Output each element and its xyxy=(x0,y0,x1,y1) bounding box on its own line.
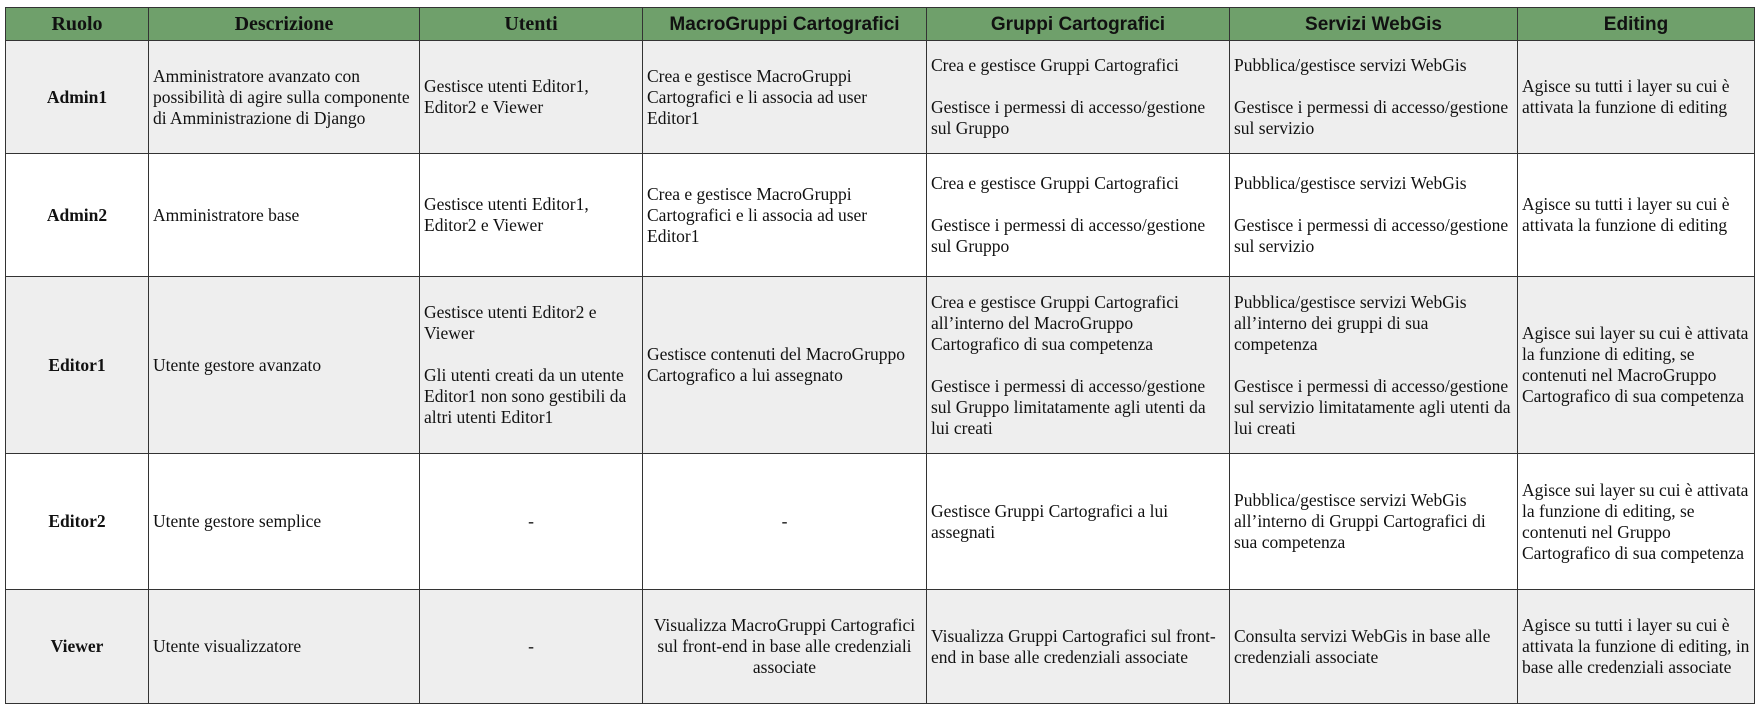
cell-ruolo: Editor1 xyxy=(6,277,149,454)
cell-text: - xyxy=(528,511,534,531)
cell-gruppi xyxy=(927,154,1230,277)
table-row xyxy=(6,41,1755,154)
cell-servizi xyxy=(1230,154,1518,277)
header-ruolo: Ruolo xyxy=(6,8,149,41)
cell-gruppi xyxy=(927,277,1230,454)
cell-servizi xyxy=(1230,277,1518,454)
cell-text: Gestisce i permessi di accesso/gestione sul Gruppo limitatamente agli utenti da lui creati xyxy=(931,375,1206,438)
cell-text: Gestisce i permessi di accesso/gestione sul servizio xyxy=(1234,97,1509,138)
cell-editing: Agisce sui layer su cui è attivata la funzione di editing, se contenuti nel Gruppo Cartografico di sua competenza xyxy=(1518,454,1755,590)
cell-text: Gestisce utenti Editor1, Editor2 e Viewer xyxy=(424,194,589,235)
table-row xyxy=(6,454,1755,590)
cell-editing: Agisce su tutti i layer su cui è attivata la funzione di editing xyxy=(1518,41,1755,154)
cell-text: Gestisce utenti Editor1, Editor2 e Viewer xyxy=(424,76,589,117)
cell-servizi xyxy=(1230,454,1518,590)
cell-text: Crea e gestisce Gruppi Cartografici xyxy=(931,55,1179,75)
cell-text: Gestisce i permessi di accesso/gestione sul Gruppo xyxy=(931,215,1206,256)
cell-text: Gestisce i permessi di accesso/gestione sul Gruppo xyxy=(931,97,1206,138)
cell-servizi xyxy=(1230,41,1518,154)
cell-descrizione: Amministratore base xyxy=(149,154,420,277)
header-gruppi: Gruppi Cartografici xyxy=(927,8,1230,41)
cell-text: Pubblica/gestisce servizi WebGis all’interno di Gruppi Cartografici di sua competenza xyxy=(1234,490,1486,552)
cell-editing: Agisce sui layer su cui è attivata la funzione di editing, se contenuti nel MacroGruppo Cartografico di sua competenza xyxy=(1518,277,1755,454)
header-servizi: Servizi WebGis xyxy=(1230,8,1518,41)
cell-text: Pubblica/gestisce servizi WebGis xyxy=(1234,173,1467,193)
cell-editing: Agisce su tutti i layer su cui è attivata la funzione di editing, in base alle credenziali associate xyxy=(1518,590,1755,704)
cell-gruppi xyxy=(927,41,1230,154)
cell-macrogruppi: Crea e gestisce MacroGruppi Cartografici e li associa ad user Editor1 xyxy=(643,41,927,154)
cell-text: Crea e gestisce Gruppi Cartografici xyxy=(931,173,1179,193)
cell-ruolo: Editor2 xyxy=(6,454,149,590)
cell-macrogruppi: Visualizza MacroGruppi Cartografici sul front-end in base alle credenziali associate xyxy=(643,590,927,704)
cell-descrizione: Utente visualizzatore xyxy=(149,590,420,704)
cell-utenti xyxy=(420,41,643,154)
table-row xyxy=(6,154,1755,277)
cell-descrizione: Amministratore avanzato con possibilità di agire sulla componente di Amministrazione di Django xyxy=(149,41,420,154)
cell-utenti xyxy=(420,277,643,454)
cell-text: Gli utenti creati da un utente Editor1 non sono gestibili da altri utenti Editor1 xyxy=(424,365,627,427)
header-row xyxy=(6,8,1755,41)
cell-editing: Agisce su tutti i layer su cui è attivata la funzione di editing xyxy=(1518,154,1755,277)
roles-permissions-table xyxy=(5,7,1755,704)
cell-text: Consulta servizi WebGis in base alle credenziali associate xyxy=(1234,625,1491,667)
cell-text: Crea e gestisce Gruppi Cartografici all’interno del MacroGruppo Cartografico di sua competenza xyxy=(931,291,1179,354)
cell-ruolo: Admin2 xyxy=(6,154,149,277)
cell-macrogruppi: Gestisce contenuti del MacroGruppo Cartografico a lui assegnato xyxy=(643,277,927,454)
cell-text: Gestisce i permessi di accesso/gestione sul servizio limitatamente agli utenti da lui creati xyxy=(1234,375,1511,438)
cell-servizi xyxy=(1230,590,1518,704)
cell-utenti xyxy=(420,590,643,704)
cell-descrizione: Utente gestore avanzato xyxy=(149,277,420,454)
cell-text: Gestisce Gruppi Cartografici a lui assegnati xyxy=(931,500,1169,542)
cell-macrogruppi: - xyxy=(643,454,927,590)
cell-gruppi xyxy=(927,590,1230,704)
header-editing: Editing xyxy=(1518,8,1755,41)
cell-utenti xyxy=(420,154,643,277)
cell-text: Pubblica/gestisce servizi WebGis all’interno dei gruppi di sua competenza xyxy=(1234,291,1467,354)
cell-ruolo: Admin1 xyxy=(6,41,149,154)
cell-utenti xyxy=(420,454,643,590)
cell-macrogruppi: Crea e gestisce MacroGruppi Cartografici e li associa ad user Editor1 xyxy=(643,154,927,277)
cell-text: Visualizza Gruppi Cartografici sul front-end in base alle credenziali associate xyxy=(931,625,1216,667)
cell-text: Gestisce i permessi di accesso/gestione sul servizio xyxy=(1234,215,1509,256)
cell-text: Gestisce utenti Editor2 e Viewer xyxy=(424,302,597,343)
cell-ruolo: Viewer xyxy=(6,590,149,704)
header-descrizione: Descrizione xyxy=(149,8,420,41)
cell-descrizione: Utente gestore semplice xyxy=(149,454,420,590)
cell-text: Pubblica/gestisce servizi WebGis xyxy=(1234,55,1467,75)
table-row xyxy=(6,277,1755,454)
header-macrogruppi: MacroGruppi Cartografici xyxy=(643,8,927,41)
cell-text: - xyxy=(528,636,534,656)
cell-gruppi xyxy=(927,454,1230,590)
header-utenti: Utenti xyxy=(420,8,643,41)
table-row xyxy=(6,590,1755,704)
